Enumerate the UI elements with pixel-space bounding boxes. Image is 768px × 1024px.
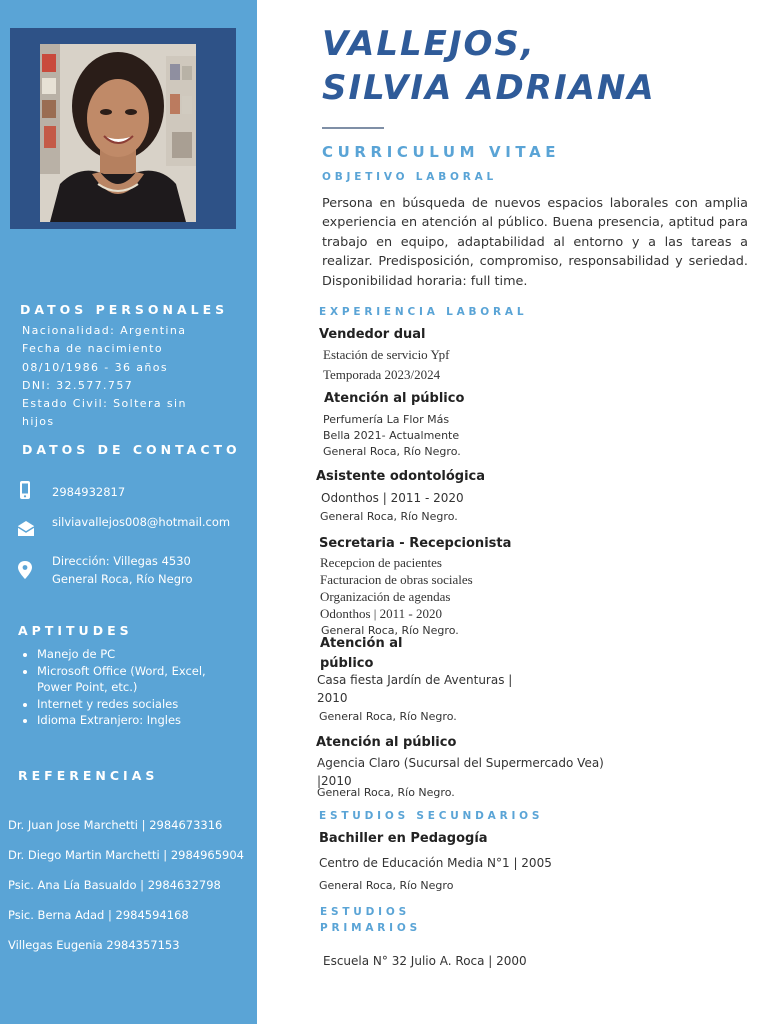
job-detail: Temporada 2023/2024 <box>323 367 441 382</box>
job-detail: Recepcion de pacientes <box>320 555 442 570</box>
primary-studies-heading: ESTUDIOS <box>320 906 410 918</box>
job-detail: General Roca, Río Negro. <box>320 510 458 523</box>
job-title: Secretaria - Recepcionista <box>319 536 512 551</box>
phone-number[interactable]: 2984932817 <box>52 485 126 499</box>
skill-text: Power Point, etc.) <box>37 680 138 695</box>
job-detail: Bella 2021- Actualmente <box>323 429 460 442</box>
title-divider <box>322 127 384 129</box>
job-title-continuation: público <box>320 656 374 671</box>
job-detail: |2010 <box>317 774 352 788</box>
skill-item-continuation <box>37 679 206 696</box>
contact-heading: DATOS DE CONTACTO <box>22 442 241 457</box>
email-address[interactable]: silviavallejos008@hotmail.com <box>52 515 231 529</box>
secondary-studies-heading: ESTUDIOS SECUNDARIOS <box>319 810 544 822</box>
job-detail: General Roca, Río Negro. <box>319 710 457 723</box>
bullet-icon <box>23 653 27 657</box>
secondary-studies-title: Bachiller en Pedagogía <box>319 831 488 846</box>
nationality-line: Nacionalidad: Argentina <box>22 324 187 337</box>
references-heading: REFERENCIAS <box>18 768 159 783</box>
birthdate-line: 08/10/1986 - 36 años <box>22 360 169 374</box>
job-detail: Odonthos | 2011 - 2020 <box>321 491 464 505</box>
experience-heading: EXPERIENCIA LABORAL <box>319 306 528 318</box>
name-line-2: SILVIA ADRIANA <box>322 68 656 108</box>
personal-data-heading: DATOS PERSONALES <box>20 302 229 317</box>
reference-item: Psic. Berna Adad | 2984594168 <box>8 908 189 922</box>
reference-item: Dr. Diego Martin Marchetti | 2984965904 <box>8 848 244 862</box>
job-title: Vendedor dual <box>319 327 426 342</box>
job-detail: Odonthos | 2011 - 2020 <box>320 606 443 621</box>
bullet-icon <box>23 703 27 707</box>
primary-studies-detail: Escuela N° 32 Julio A. Roca | 2000 <box>323 954 527 968</box>
reference-item: Villegas Eugenia 2984357153 <box>8 938 180 952</box>
skill-text: Internet y redes sociales <box>37 696 179 711</box>
birthdate-label-line: Fecha de nacimiento <box>22 342 163 356</box>
name-line-1: VALLEJOS, <box>322 24 536 64</box>
job-detail: General Roca, Río Negro. <box>321 624 459 637</box>
job-title: Atención al público <box>316 735 457 750</box>
job-detail: Casa fiesta Jardín de Aventuras | <box>317 673 513 687</box>
reference-item: Dr. Juan Jose Marchetti | 2984673316 <box>8 818 223 832</box>
job-title: Atención al público <box>324 391 465 406</box>
personal-data-list <box>22 322 187 432</box>
reference-item: Psic. Ana Lía Basualdo | 2984632798 <box>8 878 221 892</box>
job-detail: General Roca, Río Negro. <box>323 445 461 458</box>
job-detail: Organización de agendas <box>320 589 451 604</box>
address-line-2: General Roca, Río Negro <box>52 571 193 586</box>
job-title: Asistente odontológica <box>316 469 486 484</box>
job-detail: Perfumería La Flor Más <box>323 413 450 426</box>
profile-photo-illustration <box>40 44 196 222</box>
job-title: Atención al <box>320 636 403 651</box>
skill-text: Idioma Extranjero: Ingles <box>37 713 182 728</box>
dni-line: DNI: 32.577.757 <box>22 378 134 392</box>
objective-text: Persona en búsqueda de nuevos espacios laborales con amplia experiencia en atención al público. Buena presencia, aptitud para trabajo en equipo, adaptabilidad al entorno y a las tareas a realizar. Predisposición, compromiso, responsabilidad y seriedad. Disponibilidad horaria: full time. <box>322 196 748 289</box>
job-detail: Agencia Claro (Sucursal del Supermercado Vea) <box>317 756 604 770</box>
skill-item <box>37 646 206 663</box>
skills-heading: APTITUDES <box>18 623 133 638</box>
skill-text: Microsoft Office (Word, Excel, <box>37 663 206 678</box>
civil-status-line: Estado Civil: Soltera sin <box>22 397 187 411</box>
bullet-icon <box>23 670 27 674</box>
skill-text: Manejo de PC <box>37 647 116 661</box>
job-detail: Estación de servicio Ypf <box>323 347 450 362</box>
objective-heading: OBJETIVO LABORAL <box>322 171 498 183</box>
address-block <box>52 553 193 588</box>
skill-item <box>37 696 206 713</box>
skill-item <box>37 712 206 729</box>
secondary-studies-detail: Centro de Educación Media N°1 | 2005 <box>319 856 552 870</box>
skills-list <box>37 646 206 729</box>
address-line-1: Dirección: Villegas 4530 <box>52 554 191 568</box>
primary-studies-heading-2: PRIMARIOS <box>320 922 421 934</box>
envelope-icon <box>17 520 35 538</box>
secondary-studies-location: General Roca, Río Negro <box>319 879 454 892</box>
job-detail: 2010 <box>317 691 348 705</box>
civil-status-line-2: hijos <box>22 415 55 429</box>
skill-item <box>37 663 206 680</box>
cv-title: CURRICULUM VITAE <box>322 143 561 161</box>
profile-photo <box>40 44 196 222</box>
phone-icon <box>16 481 34 499</box>
job-detail: Facturacion de obras sociales <box>320 572 473 587</box>
job-detail: General Roca, Río Negro. <box>317 786 455 799</box>
location-pin-icon <box>16 561 34 579</box>
